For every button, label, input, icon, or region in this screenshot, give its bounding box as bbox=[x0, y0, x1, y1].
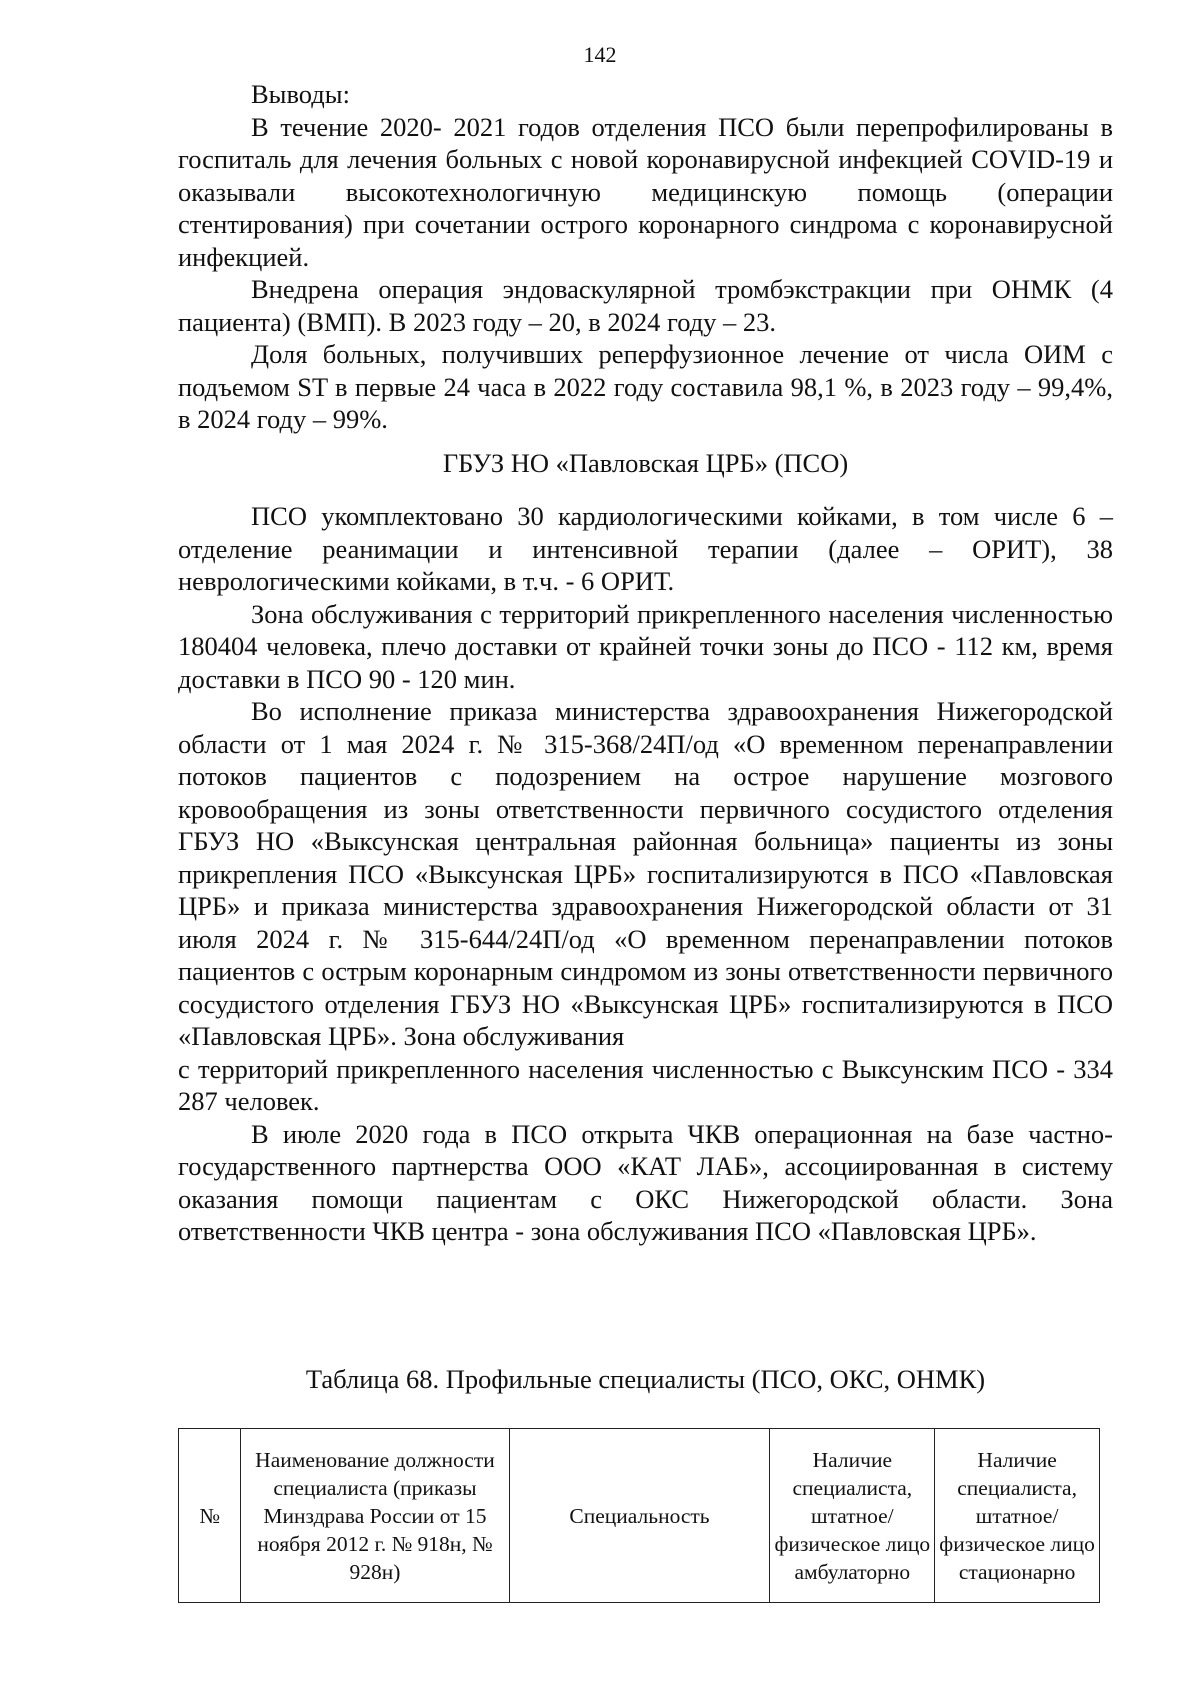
conclusions-paragraph: Внедрена операция эндоваскулярной тромбэкстракции при ОНМК (4 пациента) (ВМП). В 2023 году – 20, в 2024 году – 23. bbox=[178, 274, 1113, 337]
page-number: 142 bbox=[583, 42, 617, 67]
section-paragraph: Во исполнение приказа министерства здравоохранения Нижегородской области от 1 мая 2024 г. № 315-368/24П/од «О временном перенаправлении потоков пациентов с подозрением на острое нарушение мозгового кровообращения из зоны ответственности первичного сосудистого отделения ГБУЗ НО «Выксунская центральная районная больница» пациенты из зоны прикрепления ПСО «Выксунская ЦРБ» госпитализируются в ПСО «Павловская ЦРБ» и приказа министерства здравоохранения Нижегородской области от 31 июля 2024 г. № 315-644/24П/од «О временном перенаправлении потоков пациентов с острым коронарным синдромом из зоны ответственности первичного сосудистого отделения ГБУЗ НО «Выксунская ЦРБ» госпитализируются в ПСО «Павловская ЦРБ». Зона обслуживания bbox=[178, 696, 1113, 1051]
section-body bbox=[178, 500, 1113, 1248]
header-position: Наименование должности специалиста (приказы Минздрава России от 15 ноября 2012 г. № 918н, № 928н) bbox=[241, 1429, 509, 1603]
specialists-table bbox=[178, 1428, 1100, 1603]
conclusions-heading: Выводы: bbox=[251, 79, 350, 109]
section-paragraph: ПСО укомплектовано 30 кардиологическими койками, в том числе 6 – отделение реанимации и интенсивной терапии (далее – ОРИТ), 38 неврологическими койками, в т.ч. - 6 ОРИТ. bbox=[178, 501, 1113, 596]
header-number: № bbox=[179, 1429, 241, 1603]
conclusions-paragraph: Доля больных, получивших реперфузионное лечение от числа ОИМ с подъемом ST в первые 24 часа в 2022 году составила 98,1 %, в 2023 году – 99,4%, в 2024 году – 99%. bbox=[178, 339, 1113, 434]
section-paragraph: Зона обслуживания с территорий прикрепленного населения численностью 180404 человека, плечо доставки от крайней точки зоны до ПСО - 112 км, время доставки в ПСО 90 - 120 мин. bbox=[178, 598, 1113, 694]
header-outpatient: Наличие специалиста, штатное/физическое лицо амбулаторно bbox=[770, 1429, 935, 1603]
header-specialty: Специальность bbox=[509, 1429, 770, 1603]
section-title: ГБУЗ НО «Павловская ЦРБ» (ПСО) bbox=[442, 448, 849, 478]
header-inpatient: Наличие специалиста, штатное/физическое лицо стационарно bbox=[935, 1429, 1100, 1603]
table-caption: Таблица 68. Профильные специалисты (ПСО, ОКС, ОНМК) bbox=[305, 1364, 986, 1394]
conclusions-paragraph: В течение 2020- 2021 годов отделения ПСО были перепрофилированы в госпиталь для лечения больных с новой коронавирусной инфекцией COVID-19 и оказывали высокотехнологичную медицинскую помощь (операции стентирования) при сочетании острого коронарного синдрома с коронавирусной инфекцией. bbox=[178, 111, 1113, 272]
section-paragraph: с территорий прикрепленного населения численностью с Выксунским ПСО - 334 287 человек. bbox=[178, 1053, 1113, 1116]
conclusions-block bbox=[178, 78, 1113, 436]
section-paragraph: В июле 2020 года в ПСО открыта ЧКВ операционная на базе частно-государственного партнерства ООО «КАТ ЛАБ», ассоциированная в систему оказания помощи пациентам с ОКС Нижегородской области. Зона ответственности ЧКВ центра - зона обслуживания ПСО «Павловская ЦРБ». bbox=[178, 1118, 1113, 1246]
table-header-row bbox=[179, 1429, 1100, 1603]
